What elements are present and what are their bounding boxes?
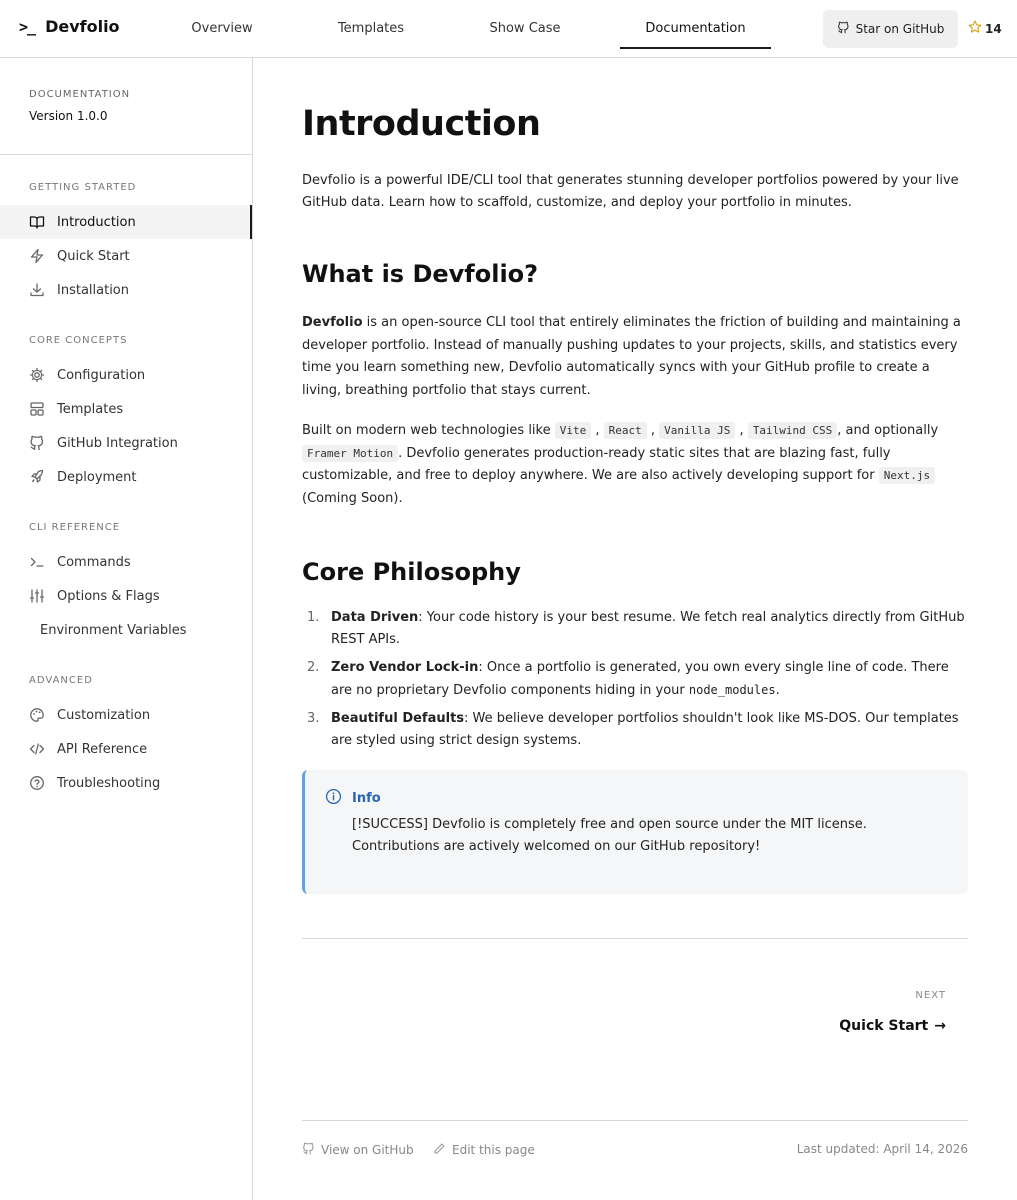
devfolio-bold: Devfolio bbox=[302, 315, 363, 330]
sidebar-item-label: Introduction bbox=[57, 214, 136, 230]
sidebar-item-github-integration[interactable] bbox=[0, 426, 252, 460]
sidebar-item-troubleshooting[interactable] bbox=[0, 766, 252, 800]
book-icon bbox=[29, 214, 45, 230]
sidebar-section-advanced: ADVANCED bbox=[29, 675, 93, 686]
list-item bbox=[302, 708, 968, 752]
edit-page-link[interactable] bbox=[433, 1142, 535, 1158]
info-icon bbox=[325, 788, 342, 809]
edit-page-label: Edit this page bbox=[452, 1143, 535, 1157]
sidebar-item-customization[interactable] bbox=[0, 698, 252, 732]
sidebar-item-label: Installation bbox=[57, 282, 130, 298]
node-modules-text: node_modules bbox=[688, 683, 776, 697]
list-number: 1. bbox=[307, 610, 320, 625]
lightning-icon bbox=[29, 248, 45, 264]
sidebar-item-templates[interactable] bbox=[0, 392, 252, 426]
tech-nextjs: Next.js bbox=[879, 467, 935, 484]
sidebar-item-environment-variables[interactable] bbox=[0, 613, 252, 647]
brand-logo[interactable] bbox=[19, 17, 120, 36]
brand-name: Devfolio bbox=[45, 17, 120, 36]
sidebar-item-label: GitHub Integration bbox=[57, 435, 178, 451]
nav-tab-documentation[interactable]: Documentation bbox=[645, 21, 746, 36]
tech-vanilla-js: Vanilla JS bbox=[659, 422, 735, 439]
built-optional: , and optionally bbox=[837, 423, 939, 438]
github-star-count[interactable] bbox=[968, 20, 1002, 37]
intro-paragraph: Devfolio is a powerful IDE/CLI tool that generates stunning developer portfolios powered by your live GitHub data. Learn how to scaffold, customize, and deploy your portfolio in minutes. bbox=[302, 173, 959, 210]
nav-tab-showcase[interactable]: Show Case bbox=[489, 21, 561, 36]
help-circle-icon bbox=[29, 775, 45, 791]
sidebar-item-deployment[interactable] bbox=[0, 460, 252, 494]
docs-label: DOCUMENTATION bbox=[29, 89, 131, 100]
sidebar-item-installation[interactable] bbox=[0, 273, 252, 307]
sidebar-item-commands[interactable] bbox=[0, 545, 252, 579]
list-item bbox=[302, 657, 968, 702]
layout-icon bbox=[29, 401, 45, 417]
heading-core-philosophy: Core Philosophy bbox=[302, 558, 521, 586]
footer-divider bbox=[302, 1120, 968, 1121]
sidebar-item-label: Environment Variables bbox=[40, 622, 187, 638]
info-callout bbox=[302, 770, 968, 894]
built-prefix: Built on modern web technologies like bbox=[302, 423, 555, 438]
sidebar-item-label: Quick Start bbox=[57, 248, 130, 264]
list-item-title: Data Driven bbox=[331, 610, 419, 625]
next-page-link[interactable] bbox=[839, 1018, 946, 1034]
sidebar-item-label: Deployment bbox=[57, 469, 137, 485]
sidebar-item-label: Customization bbox=[57, 707, 151, 723]
arrow-right-icon: → bbox=[934, 1018, 946, 1034]
sidebar-item-quick-start[interactable] bbox=[0, 239, 252, 273]
sidebar-item-label: Troubleshooting bbox=[57, 775, 161, 791]
philosophy-list bbox=[302, 607, 968, 758]
pencil-icon bbox=[433, 1142, 446, 1158]
star-on-github-label: Star on GitHub bbox=[855, 22, 945, 36]
list-item bbox=[302, 607, 968, 651]
sidebar-section-getting-started: GETTING STARTED bbox=[29, 182, 137, 193]
sidebar-item-label: Configuration bbox=[57, 367, 146, 383]
sliders-icon bbox=[29, 588, 45, 604]
star-on-github-button[interactable] bbox=[823, 10, 958, 48]
docs-sidebar bbox=[0, 58, 253, 1200]
nav-tab-overview[interactable]: Overview bbox=[191, 21, 253, 36]
next-label: NEXT bbox=[915, 990, 946, 1001]
tech-framer-motion: Framer Motion bbox=[302, 445, 398, 462]
sidebar-item-options-flags[interactable] bbox=[0, 579, 252, 613]
terminal-icon bbox=[29, 554, 45, 570]
view-on-github-link[interactable] bbox=[302, 1142, 414, 1158]
docs-version: Version 1.0.0 bbox=[29, 109, 108, 123]
sidebar-section-core-concepts: CORE CONCEPTS bbox=[29, 335, 128, 346]
sidebar-item-configuration[interactable] bbox=[0, 358, 252, 392]
sidebar-item-label: Options & Flags bbox=[57, 588, 160, 604]
sidebar-item-label: API Reference bbox=[57, 741, 148, 757]
content-divider bbox=[302, 938, 968, 939]
sidebar-divider bbox=[0, 154, 252, 155]
list-item-text: : We believe developer portfolios shouldn't look like MS-DOS. Our templates are styled using strict design systems. bbox=[331, 711, 959, 748]
callout-header bbox=[325, 788, 381, 809]
nav-tab-templates[interactable]: Templates bbox=[337, 21, 405, 36]
active-tab-indicator bbox=[620, 47, 771, 49]
list-item-title: Beautiful Defaults bbox=[331, 711, 465, 726]
sidebar-item-introduction[interactable] bbox=[0, 205, 252, 239]
github-icon bbox=[302, 1142, 315, 1158]
callout-title: Info bbox=[352, 791, 381, 806]
list-number: 3. bbox=[307, 711, 320, 726]
built-suffix: (Coming Soon). bbox=[302, 490, 403, 506]
github-icon bbox=[29, 435, 45, 451]
built-on-paragraph: Built on modern web technologies like Vite , React , Vanilla JS , Tailwind CSS , and optionally Framer Motion . Devfolio generates production-ready static sites that are blazing fast, fully customizable, and free to deploy anywhere. We are also actively developing support for Next.js (Coming Soon). bbox=[302, 423, 939, 506]
top-navbar bbox=[0, 0, 1017, 58]
callout-body: [!SUCCESS] Devfolio is completely free and open source under the MIT license. Contributions are actively welcomed on our GitHub repository! bbox=[352, 817, 867, 854]
list-number: 2. bbox=[307, 660, 320, 675]
view-on-github-label: View on GitHub bbox=[321, 1143, 414, 1157]
list-item-tail: . bbox=[775, 683, 780, 698]
next-page-title: Quick Start bbox=[839, 1018, 929, 1034]
terminal-logo-icon: >_ bbox=[19, 17, 36, 36]
sidebar-item-label: Templates bbox=[57, 401, 124, 417]
star-icon bbox=[968, 20, 982, 37]
tech-vite: Vite bbox=[555, 422, 592, 439]
rocket-icon bbox=[29, 469, 45, 485]
list-item-text: : Once a portfolio is generated, you own every single line of code. There are no proprietary Devfolio components hiding in your bbox=[331, 660, 949, 698]
last-updated: Last updated: April 14, 2026 bbox=[796, 1142, 968, 1156]
what-paragraph bbox=[302, 312, 968, 402]
sidebar-item-label: Commands bbox=[57, 554, 131, 570]
page-title: Introduction bbox=[302, 104, 541, 144]
sidebar-section-cli-reference: CLI REFERENCE bbox=[29, 522, 121, 533]
palette-icon bbox=[29, 707, 45, 723]
list-item-text: : Your code history is your best resume. We fetch real analytics directly from GitHub REST APIs. bbox=[331, 610, 965, 647]
download-icon bbox=[29, 282, 45, 298]
tech-tailwind: Tailwind CSS bbox=[748, 422, 837, 439]
list-item-title: Zero Vendor Lock-in bbox=[331, 660, 479, 675]
tech-react: React bbox=[604, 422, 647, 439]
built-middle: . Devfolio generates production-ready static sites that are blazing fast, fully customizable, and free to deploy anywhere. We are also actively developing support for bbox=[302, 445, 891, 483]
github-icon bbox=[837, 21, 850, 37]
gear-icon bbox=[29, 367, 45, 383]
star-count-value: 14 bbox=[985, 21, 1002, 36]
what-text: is an open-source CLI tool that entirely eliminates the friction of building and maintaining a developer portfolio. Instead of manually pushing updates to your projects, skills, and statistics every time you learn something new, Devfolio automatically syncs with your GitHub profile to create a living, breathing portfolio that stays current. bbox=[302, 315, 961, 398]
code-icon bbox=[29, 741, 45, 757]
heading-what-is-devfolio: What is Devfolio? bbox=[302, 260, 539, 288]
sidebar-item-api-reference[interactable] bbox=[0, 732, 252, 766]
